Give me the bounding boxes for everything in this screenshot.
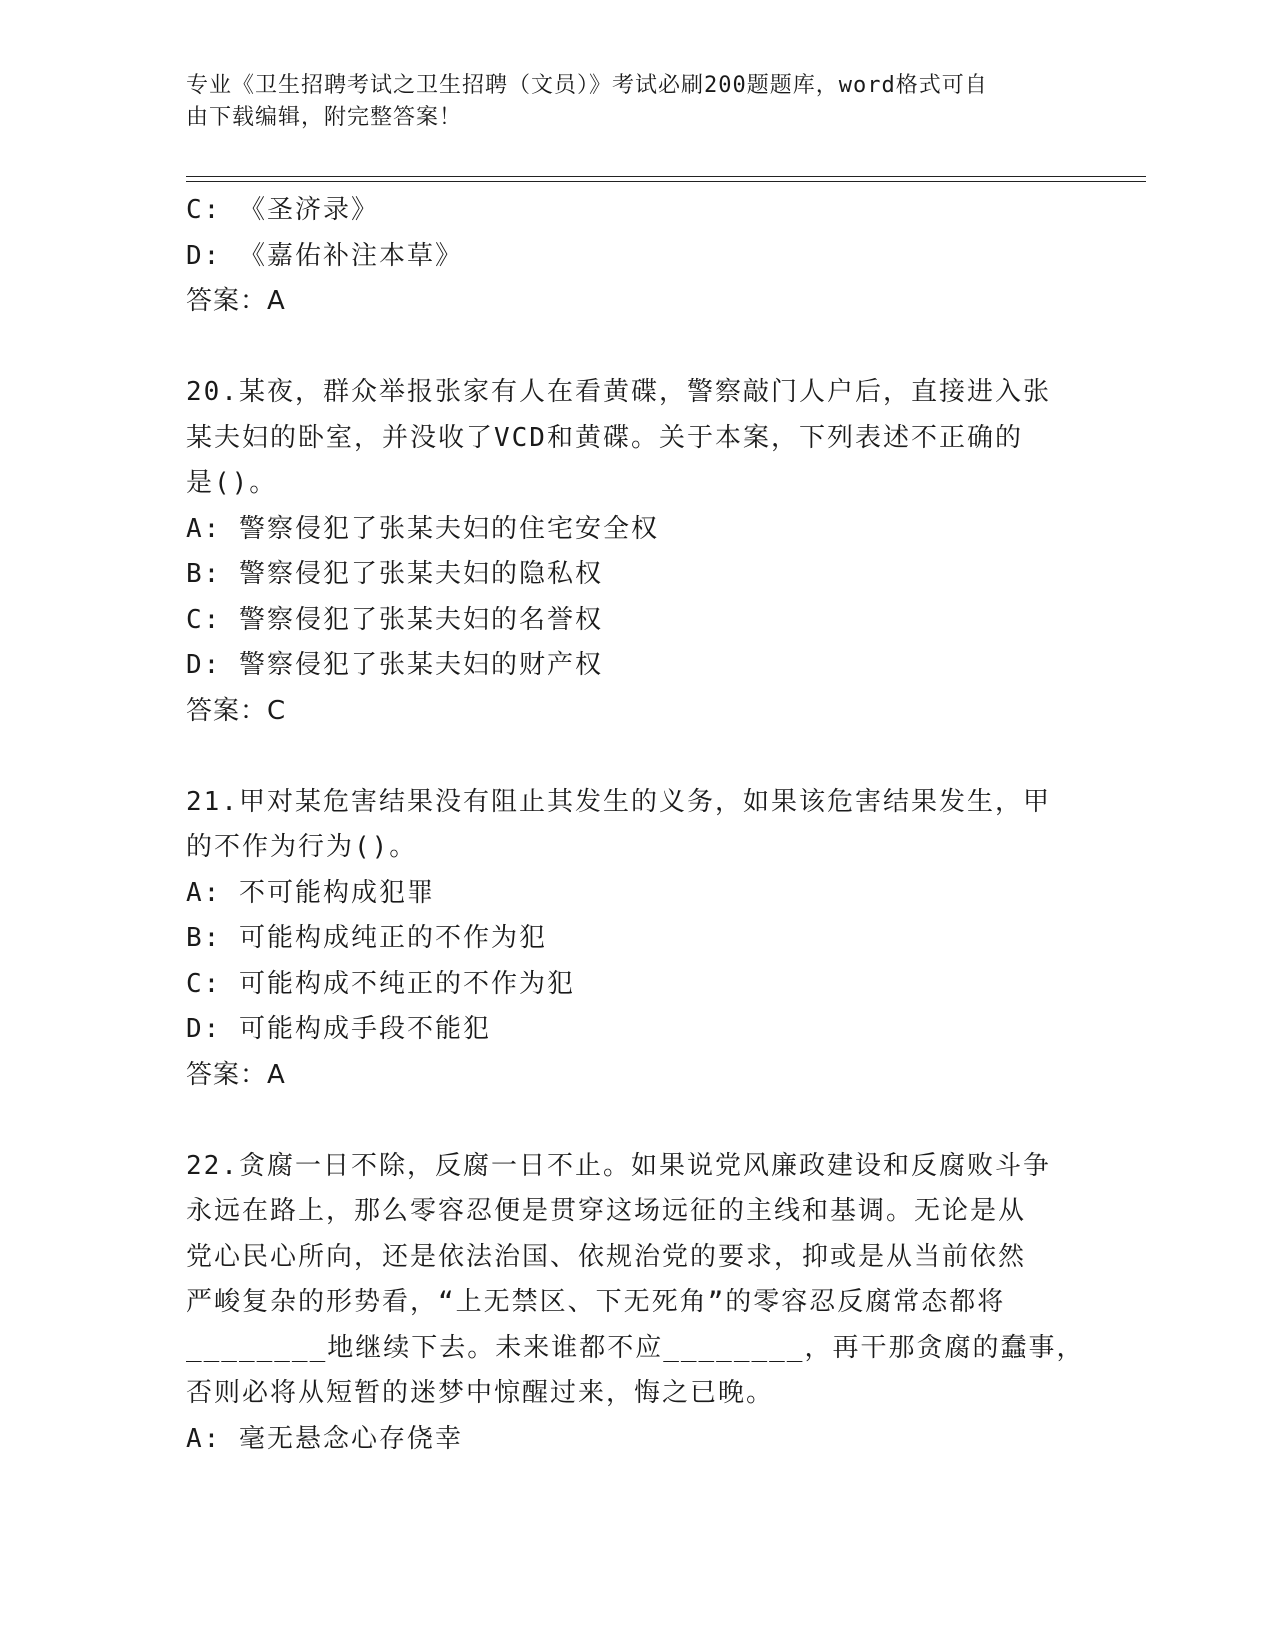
question-stem: 20.某夜，群众举报张家有人在看黄碟，警察敲门人户后，直接进入张: [186, 377, 1051, 407]
header-rule-bottom: [186, 181, 1146, 182]
option-b: B: 警察侵犯了张某夫妇的隐私权: [186, 559, 603, 589]
question-stem: 22.贪腐一日不除，反腐一日不止。如果说党风廉政建设和反腐败斗争: [186, 1150, 1051, 1181]
question-stem: 否则必将从短暂的迷梦中惊醒过来，悔之已晚。: [186, 1378, 775, 1408]
option-a: A: 不可能构成犯罪: [186, 877, 435, 908]
question-stem: 的不作为行为()。: [186, 832, 418, 862]
header-line-1: 专业《卫生招聘考试之卫生招聘（文员）》考试必刷200题题库，word格式可自: [186, 73, 988, 98]
question-stem: 永远在路上，那么零容忍便是贯穿这场远征的主线和基调。无论是从: [186, 1196, 1027, 1226]
header-line-2: 由下载编辑，附完整答案！: [186, 105, 463, 130]
option-d: D: 可能构成手段不能犯: [186, 1014, 491, 1044]
question-stem: 某夫妇的卧室，并没收了VCD和黄碟。关于本案，下列表述不正确的: [186, 422, 1023, 453]
option-d: D: 警察侵犯了张某夫妇的财产权: [186, 650, 603, 680]
option-a: A: 警察侵犯了张某夫妇的住宅安全权: [186, 513, 659, 544]
option-c: C: 可能构成不纯正的不作为犯: [186, 968, 575, 999]
spacer: [186, 1098, 1086, 1144]
header-rule-top: [186, 176, 1146, 177]
question-20: [186, 370, 1086, 734]
question-stem: 党心民心所向，还是依法治国、依规治党的要求，抑或是从当前依然: [186, 1241, 1027, 1272]
question-21: [186, 780, 1086, 1099]
option-b: B: 可能构成纯正的不作为犯: [186, 923, 547, 953]
answer: 答案：C: [186, 695, 287, 726]
option-d: D: 《嘉佑补注本草》: [186, 240, 463, 271]
question-19: [186, 188, 1086, 325]
answer: 答案：A: [186, 286, 286, 316]
answer: 答案：A: [186, 1059, 286, 1090]
option-a: A: 毫无悬念心存侥幸: [186, 1423, 463, 1454]
question-stem: 21.甲对某危害结果没有阻止其发生的义务，如果该危害结果发生，甲: [186, 786, 1051, 817]
spacer: [186, 734, 1086, 780]
question-list: [186, 188, 1086, 1462]
question-stem: 是()。: [186, 468, 278, 498]
question-stem: ________地继续下去。未来谁都不应________，再干那贪腐的蠢事，: [186, 1332, 1085, 1363]
document-header: [186, 70, 1086, 134]
option-c: C: 《圣济录》: [186, 195, 379, 225]
option-c: C: 警察侵犯了张某夫妇的名誉权: [186, 604, 603, 635]
question-stem: 严峻复杂的形势看，“上无禁区、下无死角”的零容忍反腐常态都将: [186, 1287, 1006, 1317]
question-22: [186, 1144, 1086, 1463]
spacer: [186, 325, 1086, 371]
